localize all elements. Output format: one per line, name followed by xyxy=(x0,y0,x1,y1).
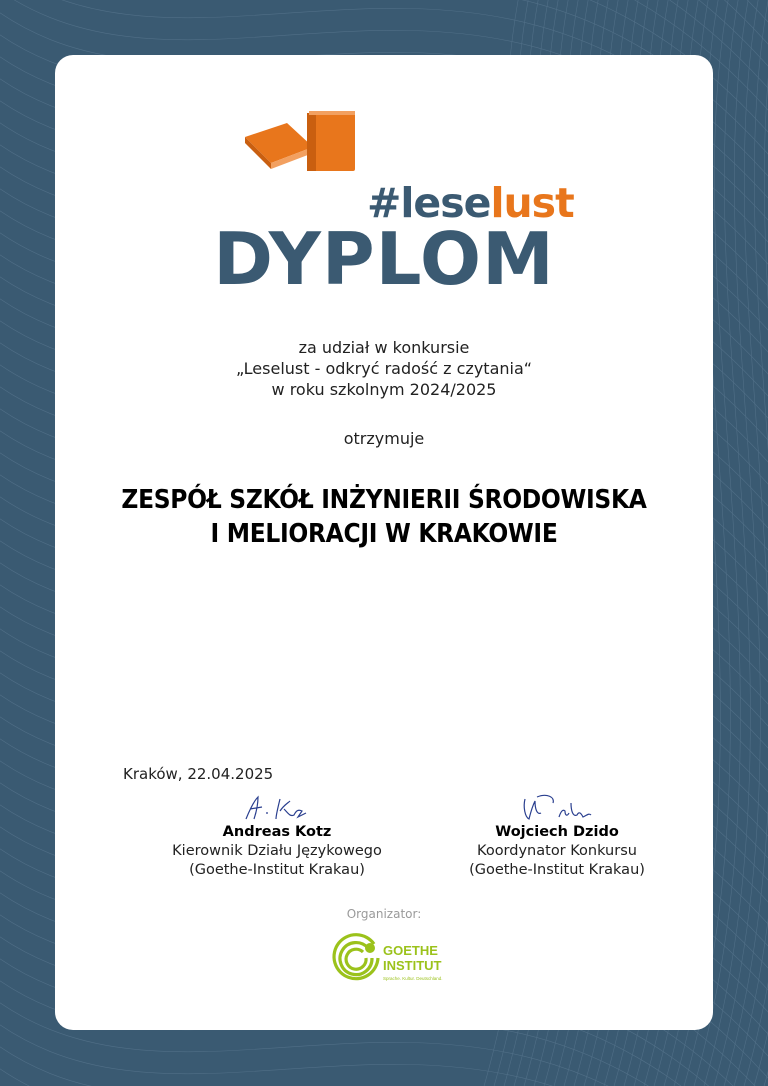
goethe-wordmark: GOETHE INSTITUT xyxy=(383,943,442,973)
signatory-name: Wojciech Dzido xyxy=(495,824,619,840)
signatory-role: Koordynator Konkursu xyxy=(477,843,637,859)
contest-description xyxy=(55,337,713,400)
description-line-1: za udział w konkursie xyxy=(298,338,470,357)
place-and-date: Kraków, 22.04.2025 xyxy=(123,765,274,783)
recipient-line-1: ZESPÓŁ SZKÓŁ INŻYNIERII ŚRODOWISKA xyxy=(121,485,647,515)
books-icon xyxy=(243,109,363,175)
goethe-circles-icon xyxy=(330,932,382,984)
goethe-institut-logo xyxy=(330,932,450,992)
signature-dzido xyxy=(507,793,607,823)
signatory-role: Kierownik Działu Językowego xyxy=(172,843,382,859)
signature-block-left xyxy=(162,793,392,880)
signatory-org: (Goethe-Institut Krakau) xyxy=(469,862,645,878)
signatory-org: (Goethe-Institut Krakau) xyxy=(189,862,365,878)
description-line-3: w roku szkolnym 2024/2025 xyxy=(271,380,497,399)
organizer-label: Organizator: xyxy=(346,907,422,921)
recipient-name xyxy=(55,483,713,551)
signatory-name: Andreas Kotz xyxy=(222,824,332,840)
diploma-title: DYPLOM xyxy=(213,217,555,301)
receives-label: otrzymuje xyxy=(343,429,425,448)
goethe-tagline: Sprache. Kultur. Deutschland. xyxy=(383,976,443,981)
leselust-hashtag: #leselust xyxy=(367,179,574,227)
signature-kotz xyxy=(232,793,322,823)
leselust-logo xyxy=(243,109,574,227)
diploma-card xyxy=(55,55,713,1030)
recipient-line-2: I MELIORACJI W KRAKOWIE xyxy=(210,519,558,549)
signature-block-right xyxy=(442,793,672,880)
description-line-2: „Leselust - odkryć radość z czytania“ xyxy=(235,359,533,378)
